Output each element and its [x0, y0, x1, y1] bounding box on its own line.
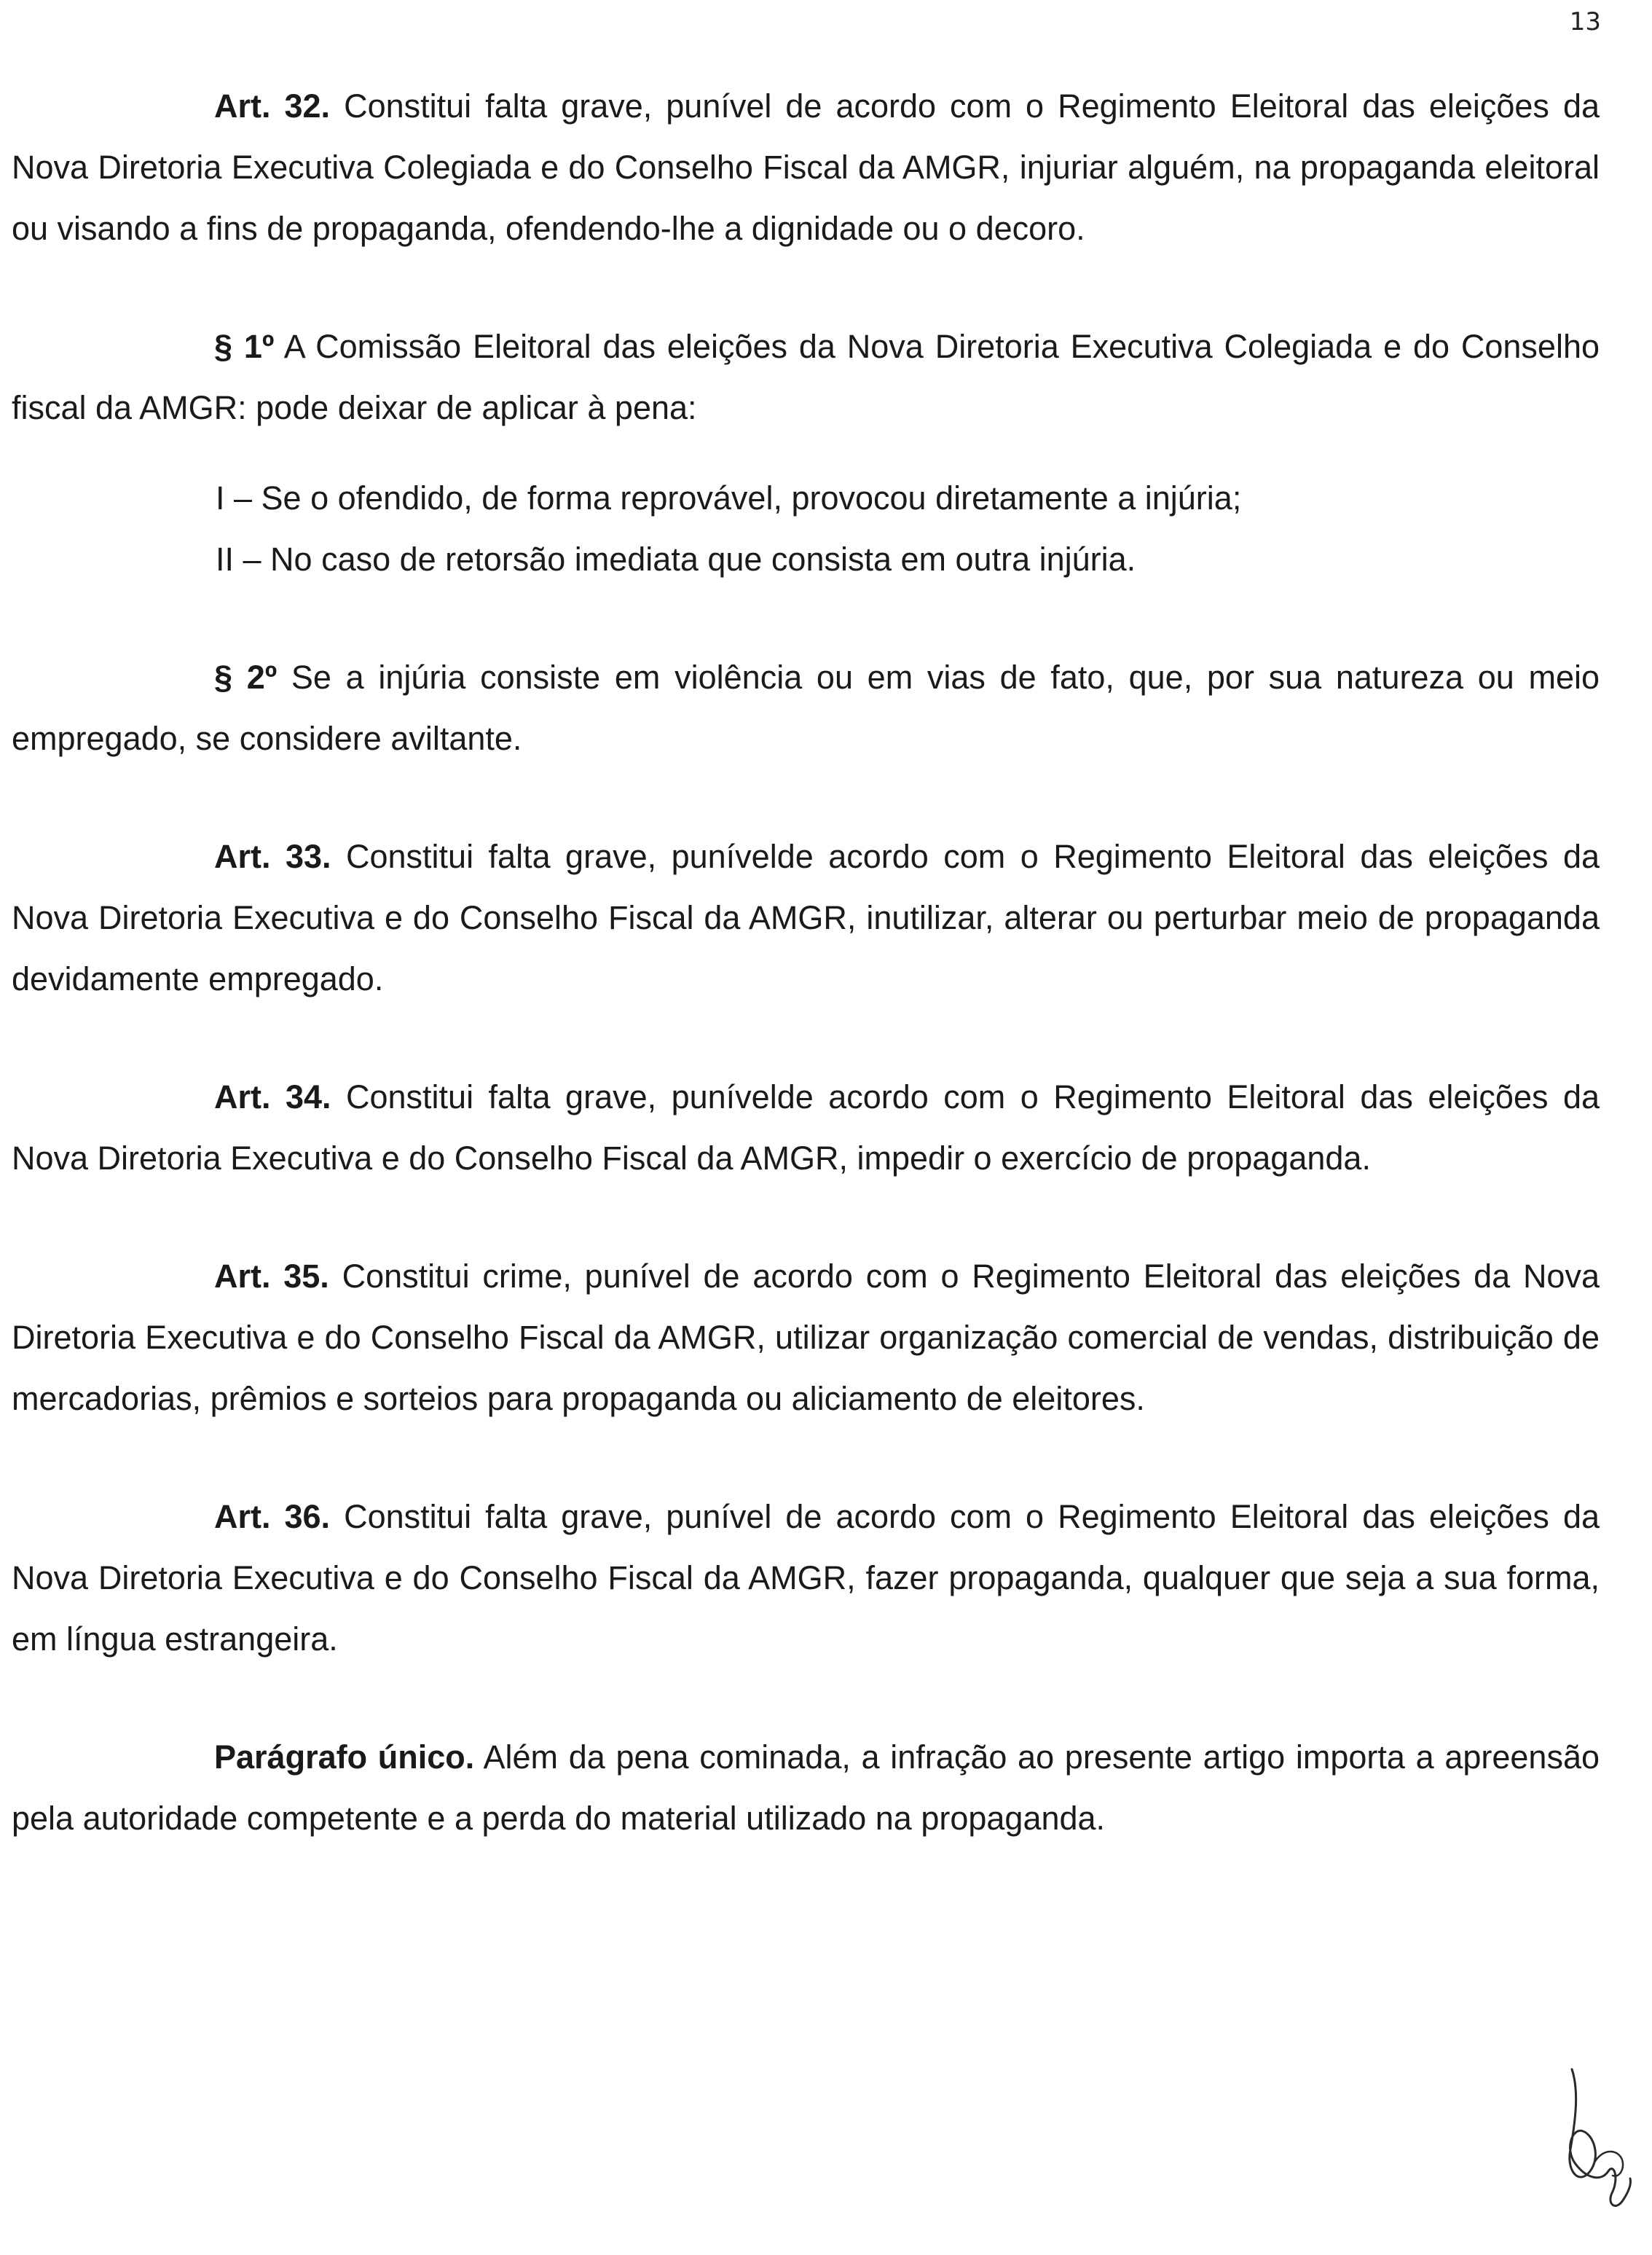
section-2: [12, 647, 1600, 769]
signature-initials: [1550, 2062, 1637, 2222]
list-item: II – No caso de retorsão imediata que consista em outra injúria.: [216, 541, 1136, 578]
article-text: Constitui crime, punível de acordo com o Regimento Eleitoral das eleições da Nova Diretoria Executiva e do Conselho Fiscal da AMGR, utilizar organização comercial de vendas, distribuição de mercadorias, prêmios e sorteios para propaganda ou aliciamento de eleitores.: [12, 1258, 1600, 1417]
article-32: [12, 76, 1600, 259]
article-text: Constitui falta grave, punível de acordo com o Regimento Eleitoral das eleições da Nova Diretoria Executiva Colegiada e do Conselho Fiscal da AMGR, injuriar alguém, na propaganda eleitoral ou visando a fins de propaganda, ofendendo-lhe a dignidade ou o decoro.: [12, 87, 1600, 247]
article-36: [12, 1486, 1600, 1670]
paragraph-heading: Parágrafo único.: [214, 1738, 475, 1776]
article-heading: Art. 35.: [214, 1258, 329, 1295]
section-1: [12, 316, 1600, 439]
section-text: A Comissão Eleitoral das eleições da Nova Diretoria Executiva Colegiada e do Conselho fiscal da AMGR: pode deixar de aplicar à pena:: [12, 328, 1600, 426]
document-body: [12, 76, 1600, 1849]
article-33: [12, 826, 1600, 1010]
section-heading: § 1º: [214, 328, 275, 365]
article-35: [12, 1246, 1600, 1430]
section-text: Se a injúria consiste em violência ou em vias de fato, que, por sua natureza ou meio empregado, se considere aviltante.: [12, 659, 1600, 757]
section-heading: § 2º: [214, 659, 278, 696]
list-item: I – Se o ofendido, de forma reprovável, provocou diretamente a injúria;: [216, 479, 1242, 517]
article-text: Constitui falta grave, punívelde acordo com o Regimento Eleitoral das eleições da Nova Diretoria Executiva e do Conselho Fiscal da AMGR, inutilizar, alterar ou perturbar meio de propaganda devidamente empregado.: [12, 838, 1600, 997]
paragraph-text: Além da pena cominada, a infração ao presente artigo importa a apreensão pela autoridade competente e a perda do material utilizado na propaganda.: [12, 1738, 1600, 1837]
section-1-items: [12, 468, 1600, 590]
article-text: Constitui falta grave, punívelde acordo com o Regimento Eleitoral das eleições da Nova Diretoria Executiva e do Conselho Fiscal da AMGR, impedir o exercício de propaganda.: [12, 1078, 1600, 1177]
article-heading: Art. 34.: [214, 1078, 331, 1115]
article-heading: Art. 36.: [214, 1498, 331, 1535]
article-34: [12, 1067, 1600, 1189]
article-text: Constitui falta grave, punível de acordo com o Regimento Eleitoral das eleições da Nova Diretoria Executiva e do Conselho Fiscal da AMGR, fazer propaganda, qualquer que seja a sua forma, em língua estrangeira.: [12, 1498, 1600, 1658]
article-heading: Art. 32.: [214, 87, 331, 125]
paragrafo-unico: [12, 1727, 1600, 1849]
article-heading: Art. 33.: [214, 838, 331, 875]
page-number: 13: [1569, 7, 1601, 36]
